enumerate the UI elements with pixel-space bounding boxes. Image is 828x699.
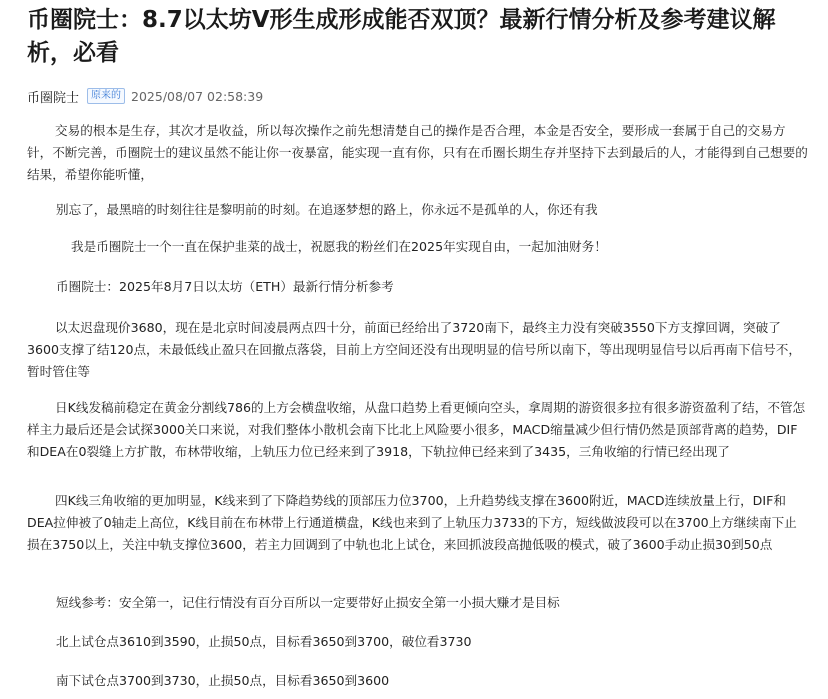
paragraph-1: 交易的根本是生存，其次才是收益，所以每次操作之前先想清楚自己的操作是否合理，本金是否安全，要形成一套属于自己的交易方针，不断完善，币圈院士的建议虽然不能让你一夜暴富，能实现一直有你，只有在币圈长期生存并坚持下去到最后的人，才能得到自己想要的结果，希望你能听懂， <box>27 123 808 182</box>
paragraph-4: 币圈院士：2025年8月7日以太坊（ETH）最新行情分析参考 <box>56 279 394 294</box>
author-name[interactable]: 币圈院士 <box>27 90 80 106</box>
paragraph-2: 别忘了，最黑暗的时刻往往是黎明前的时刻。在追逐梦想的路上，你永远不是孤单的人，你还有我 <box>56 202 598 217</box>
paragraph-7: 四K线三角收缩的更加明显，K线来到了下降趋势线的顶部压力位3700，上升趋势线支撑在3600附近，MACD连续放量上行，DIF和DEA拉伸被了0轴走上高位，K线目前在布林带上行通道横盘，K线也来到了上轨压力3733的下方，短线做波段可以在3700上方继续南下止损在3750以上，关注中轨支撑位3600，若主力回调到了中轨也北上试仓，来回抓波段高抛低吸的模式，破了3600手动止损30到50点 <box>27 493 797 552</box>
article-meta <box>27 86 263 106</box>
publish-date: 2025/08/07 02:58:39 <box>131 88 264 104</box>
paragraph-9: 北上试仓点3610到3590，止损50点，目标看3650到3700，破位看3730 <box>56 634 472 649</box>
paragraph-6: 日K线发稿前稳定在黄金分割线786的上方会横盘收缩，从盘口趋势上看更倾向空头，拿周期的游资很多拉有很多游资盈利了结，不管怎样主力最后还是会试探3000关口来说，对我们整体小散机会南下比北上风险要小很多，MACD缩量减少但行情仍然是顶部背离的趋势，DIF和DEA在0裂缝上方扩散，布林带收缩，上轨压力位已经来到了3918，下轨拉伸已经来到了3435，三角收缩的行情已经出现了 <box>27 400 806 459</box>
paragraph-5: 以太迟盘现价3680，现在是北京时间凌晨两点四十分，前面已经给出了3720南下，最终主力没有突破3550下方支撑回调，突破了3600支撑了结120点，未最低线止盈只在回撤点落袋，目前上方空间还没有出现明显的信号所以南下，等出现明显信号以后再南下信号不，暂时管住等 <box>27 320 801 379</box>
paragraph-10: 南下试仓点3700到3730，止损50点，目标看3650到3600 <box>56 673 390 688</box>
paragraph-3: 我是币圈院士一个一直在保护韭菜的战士，祝愿我的粉丝们在2025年实现自由，一起加油财务！ <box>71 239 607 254</box>
article-title: 币圈院士：8.7以太坊V形生成形成能否双顶？最新行情分析及参考建议解析，必看 <box>27 7 776 66</box>
paragraph-8: 短线参考：安全第一，记住行情没有百分百所以一定要带好止损安全第一小损大赚才是目标 <box>56 595 560 610</box>
original-badge: 原来的 <box>87 88 125 104</box>
